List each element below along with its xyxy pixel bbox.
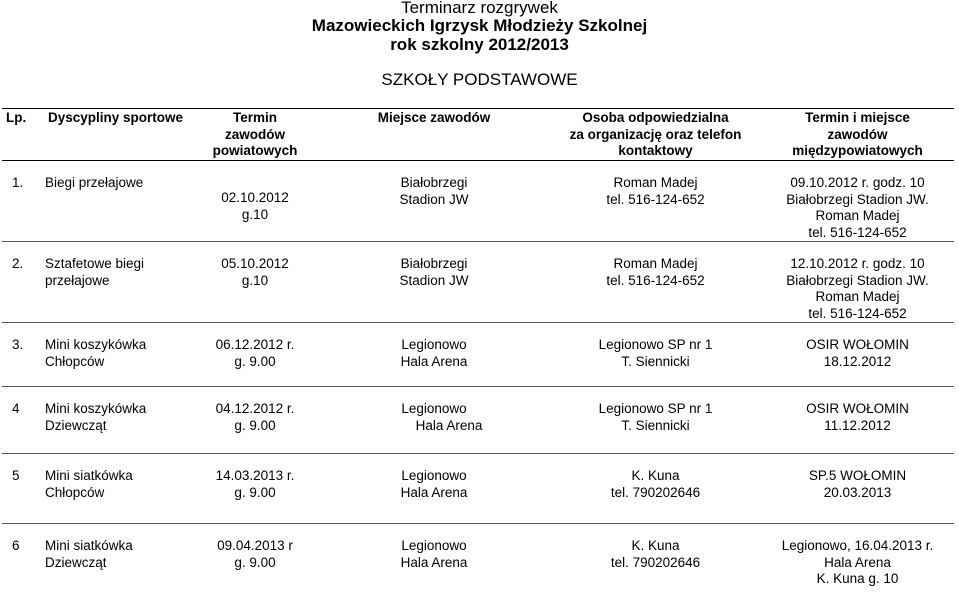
table-row: [2, 174, 954, 242]
cell-lp: 5: [12, 468, 20, 483]
cell-inter: OSIR WOŁOMIN 11.12.2012: [806, 401, 909, 433]
cell-place: Legionowo Hala Arena: [400, 538, 468, 570]
cell-place: Legionowo Hala Arena: [401, 401, 483, 433]
cell-inter: 09.10.2012 r. godz. 10 Białobrzegi Stadion JW. Roman Madej tel. 516-124-652: [786, 175, 929, 240]
cell-inter: Legionowo, 16.04.2013 r. Hala Arena K. Kuna g. 10: [781, 538, 934, 586]
cell-term: 09.04.2013 r g. 9.00: [217, 538, 293, 570]
cell-place: Białobrzegi Stadion JW: [399, 256, 469, 288]
col-header-term: Termin zawodów powiatowych: [192, 109, 318, 161]
doc-title: Terminarz rozgrywek: [401, 0, 558, 17]
school-year: rok szkolny 2012/2013: [390, 35, 569, 54]
schedule-table: [2, 108, 954, 600]
cell-discipline: Mini koszykówka Chłopców: [45, 337, 147, 369]
cell-term: 02.10.2012 g.10: [221, 190, 289, 222]
cell-person: K. Kuna tel. 790202646: [610, 538, 701, 570]
cell-discipline: Mini koszykówka Dziewcząt: [45, 401, 147, 433]
cell-place: Białobrzegi Stadion JW: [399, 175, 469, 207]
table-row: [2, 336, 954, 387]
table-row: [2, 400, 954, 454]
table-row: [2, 467, 954, 524]
col-header-inter: Termin i miejsce zawodów międzypowiatowych: [761, 109, 954, 161]
cell-term: 06.12.2012 r. g. 9.00: [215, 337, 295, 369]
cell-inter: OSIR WOŁOMIN 18.12.2012: [806, 337, 909, 369]
cell-inter: SP.5 WOŁOMIN 20.03.2013: [808, 468, 907, 500]
cell-inter: 12.10.2012 r. godz. 10 Białobrzegi Stadion JW. Roman Madej tel. 516-124-652: [786, 256, 929, 321]
col-header-lp: Lp.: [2, 109, 39, 161]
cell-lp: 4: [12, 401, 20, 416]
col-header-discipline: Dyscypliny sportowe: [39, 109, 192, 161]
cell-lp: 2.: [12, 256, 24, 271]
cell-place: Legionowo Hala Arena: [400, 337, 468, 369]
cell-lp: 1.: [12, 175, 24, 190]
cell-person: Legionowo SP nr 1 T. Siennicki: [598, 401, 713, 433]
cell-lp: 6: [12, 538, 20, 553]
cell-discipline: Sztafetowe biegi przełajowe: [45, 256, 145, 288]
col-header-person: Osoba odpowiedzialna za organizację oraz telefon kontaktowy: [550, 109, 761, 161]
cell-person: Roman Madej tel. 516-124-652: [606, 175, 705, 207]
cell-lp: 3.: [12, 337, 24, 352]
col-header-place: Miejsce zawodów: [318, 109, 550, 161]
cell-discipline: Biegi przełajowe: [45, 175, 144, 190]
cell-discipline: Mini siatkówka Chłopców: [45, 468, 133, 500]
school-level: SZKOŁY PODSTAWOWE: [381, 70, 578, 89]
cell-person: K. Kuna tel. 790202646: [610, 468, 701, 500]
cell-discipline: Mini siatkówka Dziewcząt: [45, 538, 133, 570]
doc-subtitle: Mazowieckich Igrzysk Młodzieży Szkolnej: [311, 16, 648, 35]
table-row: [2, 255, 954, 323]
cell-person: Roman Madej tel. 516-124-652: [606, 256, 705, 288]
table-row: [2, 537, 954, 600]
cell-place: Legionowo Hala Arena: [400, 468, 468, 500]
table-header-row: [2, 109, 954, 161]
cell-term: 04.12.2012 r. g. 9.00: [215, 401, 295, 433]
cell-person: Legionowo SP nr 1 T. Siennicki: [598, 337, 713, 369]
cell-term: 05.10.2012 g.10: [221, 256, 289, 288]
cell-term: 14.03.2013 r. g. 9.00: [215, 468, 295, 500]
